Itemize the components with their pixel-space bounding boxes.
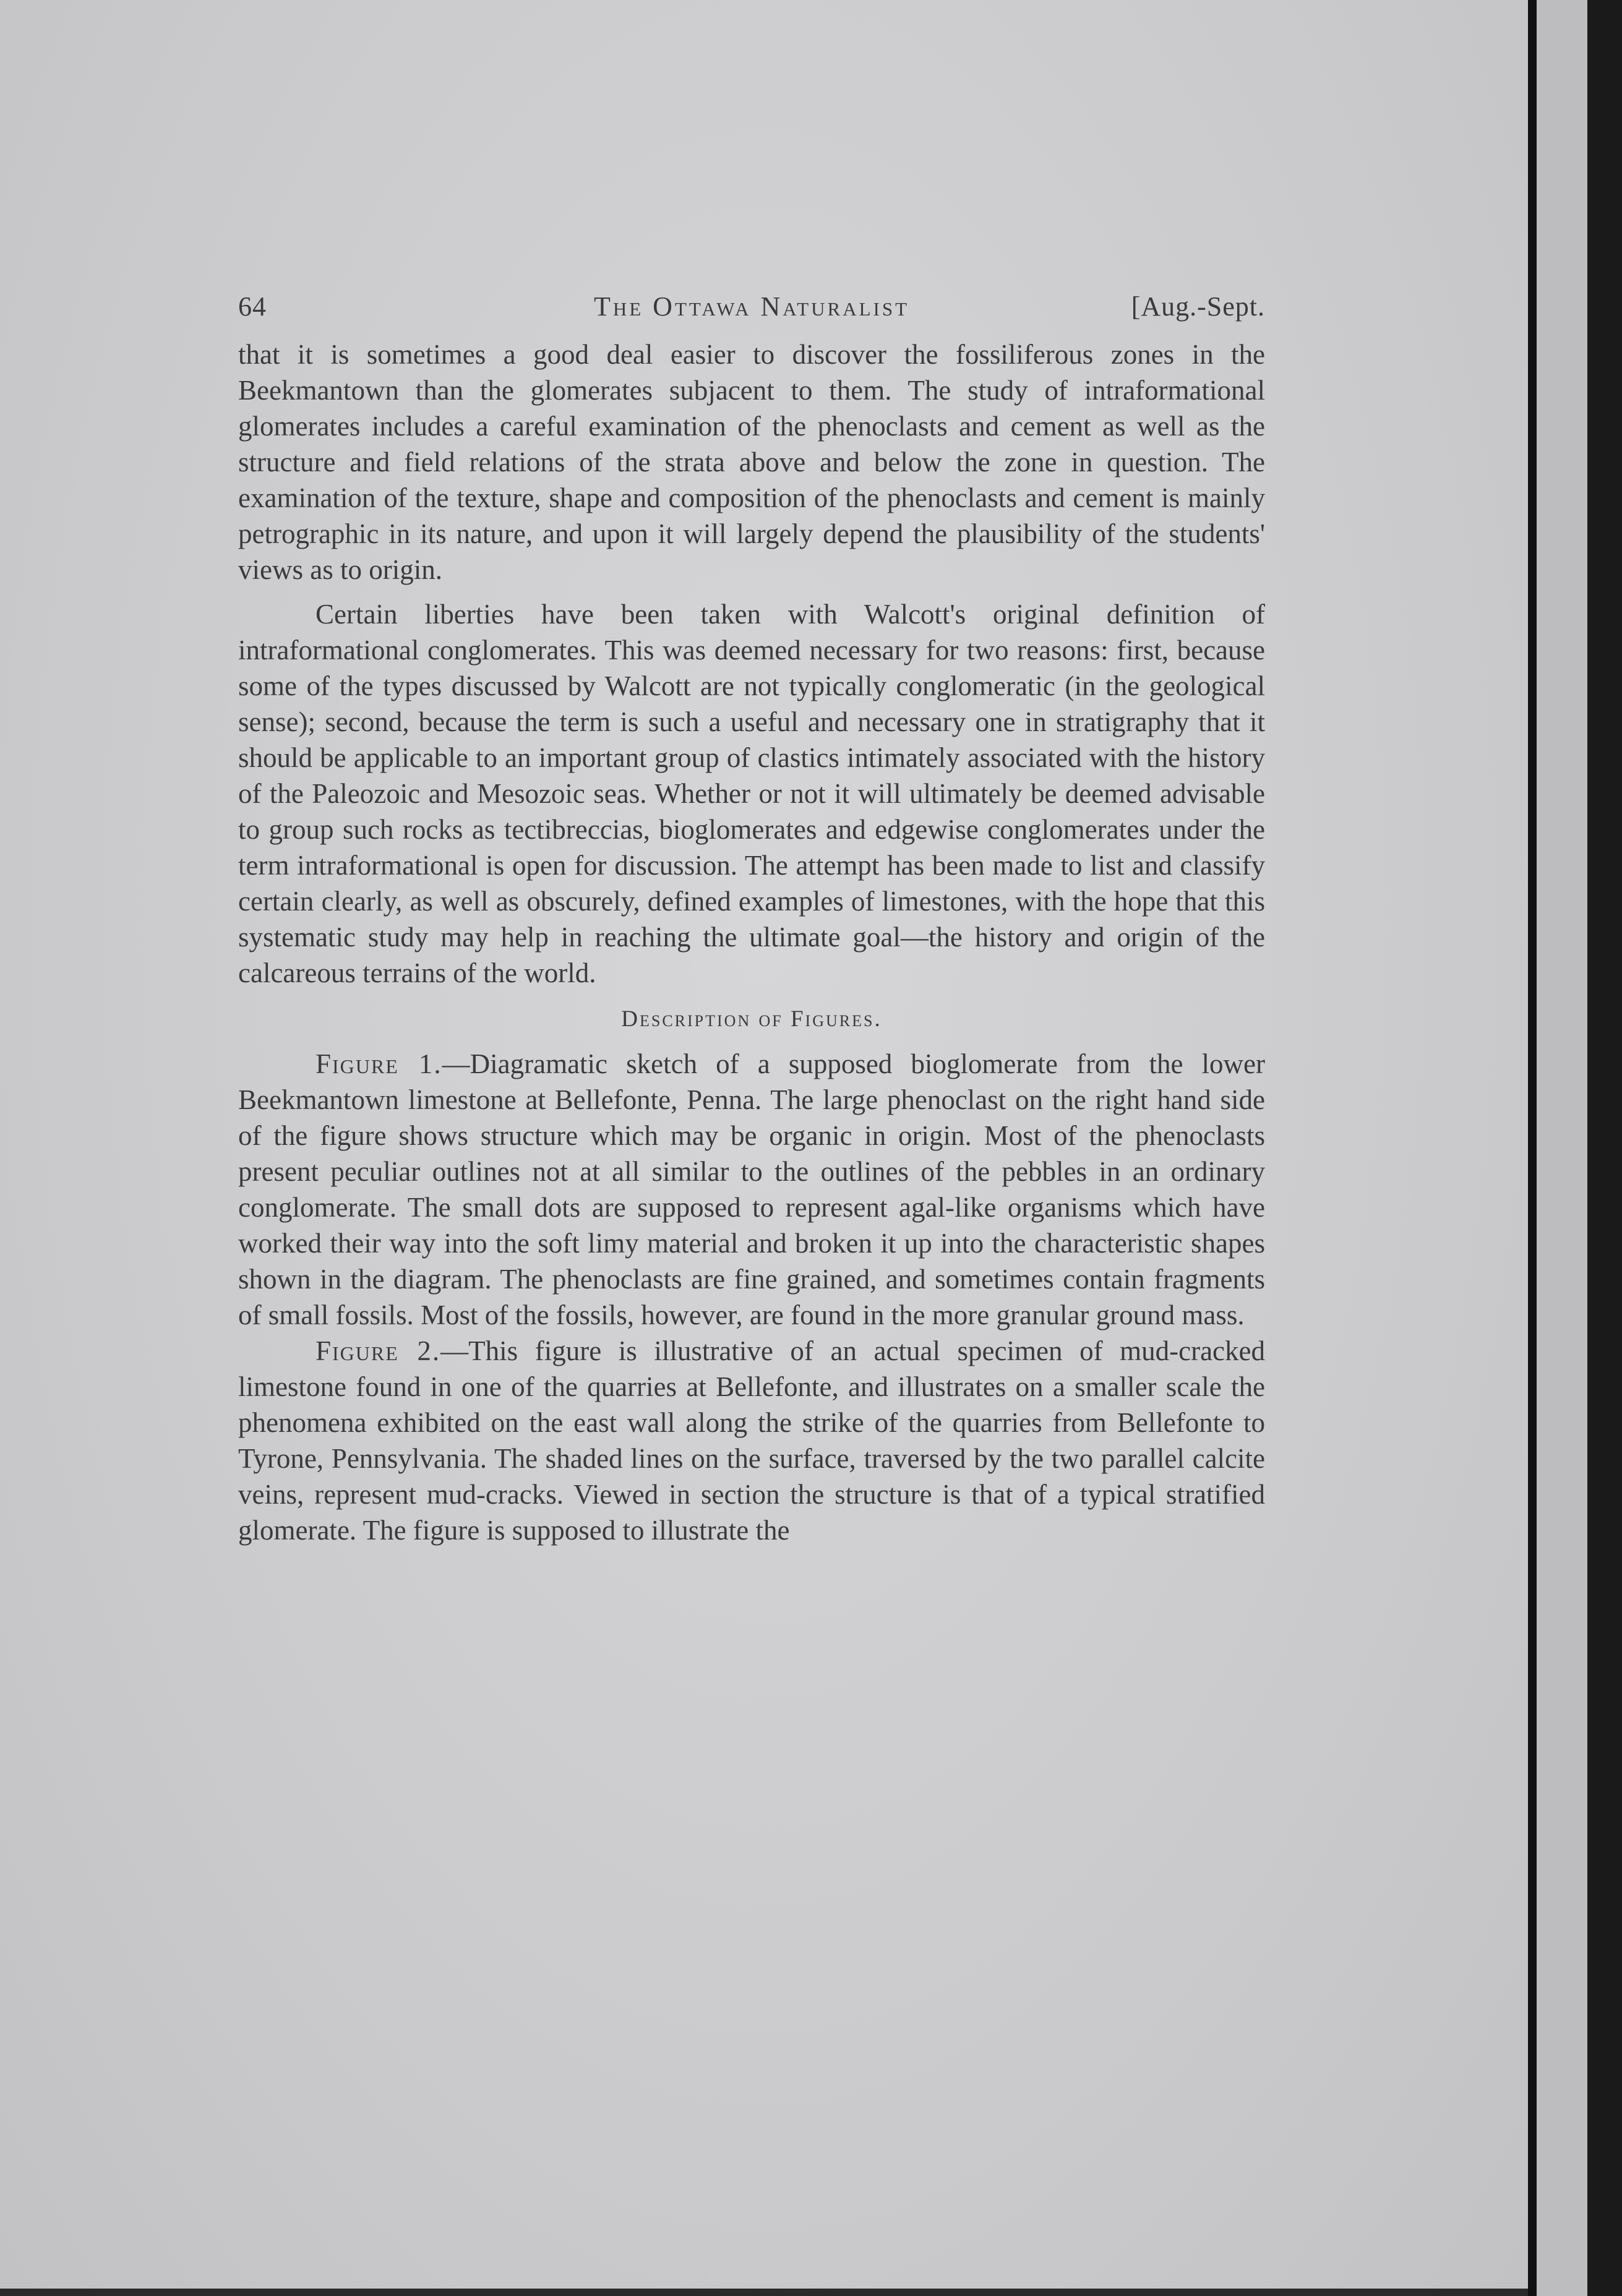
issue-date: [Aug.-Sept. [1131,291,1265,322]
figure-label: Figure 1. [315,1048,442,1079]
journal-title: The Ottawa Naturalist [593,291,910,322]
body-paragraph: Certain liberties have been taken with Walcott's original definition of intraformational conglomerates. This was deemed necessary for two reasons: first, because some of the types discussed by Walcott are not typically conglomeratic (in the geological sense); second, because the term is such a useful and necessary one in stratigraphy that it should be applicable to an important group of clastics intimately associated with the history of the Paleozoic and Mesozoic seas. Whether or not it will ultimately be deemed advisable to group such rocks as tectibreccias, bioglomerates and edgewise conglomerates under the term intraformational is open for discussion. The attempt has been made to list and classify certain clearly, as well as obscurely, defined examples of limestones, with the hope that this systematic study may help in reaching the ultimate goal—the history and origin of the calcareous terrains of the world. [238,599,1265,988]
figure-description: —Diagramatic sketch of a supposed bioglomerate from the lower Beekmantown limestone at Bellefonte, Penna. The large phenoclast on the right hand side of the figure shows structure which may be organic in origin. Most of the phenoclasts present peculiar outlines not at all similar to the outlines of the pebbles in an ordinary conglomerate. The small dots are supposed to represent agal-like organisms which have worked their way into the soft limy material and broken it up into the characteristic shapes shown in the diagram. The phenoclasts are fine grained, and sometimes contain fragments of small fossils. Most of the fossils, however, are found in the more granular ground mass. [238,1048,1266,1330]
section-heading: Description of Figures. [621,1006,882,1032]
adjacent-page-margin [1537,0,1587,2296]
page-binding-edge [1528,0,1537,2296]
page-text-block [238,291,1265,1548]
running-header [238,291,1265,334]
scan-border [1587,0,1622,2296]
figure-caption [238,1333,1265,1548]
body-paragraph: that it is sometimes a good deal easier to discover the fossiliferous zones in the Beekmantown than the glomerates subjacent to them. The study of intraformational glomerates includes a careful examination of the phenoclasts and cement as well as the structure and field relations of the strata above and below the zone in question. The examination of the texture, shape and composition of the phenoclasts and cement is mainly petrographic in its nature, and upon it will largely depend the plausibility of the students' views as to origin. [238,339,1265,585]
page-number: 64 [238,291,267,322]
figure-label: Figure 2. [315,1335,441,1366]
figure-caption [238,1046,1265,1333]
figure-description: —This figure is illustrative of an actual specimen of mud-cracked limestone found in one of the quarries at Bellefonte, and illustrates on a smaller scale the phenomena exhibited on the east wall along the strike of the quarries from Bellefonte to Tyrone, Pennsylvania. The shaded lines on the surface, traversed by the two parallel calcite veins, represent mud-cracks. Viewed in section the structure is that of a typical stratified glomerate. The figure is supposed to illustrate the [238,1335,1266,1546]
